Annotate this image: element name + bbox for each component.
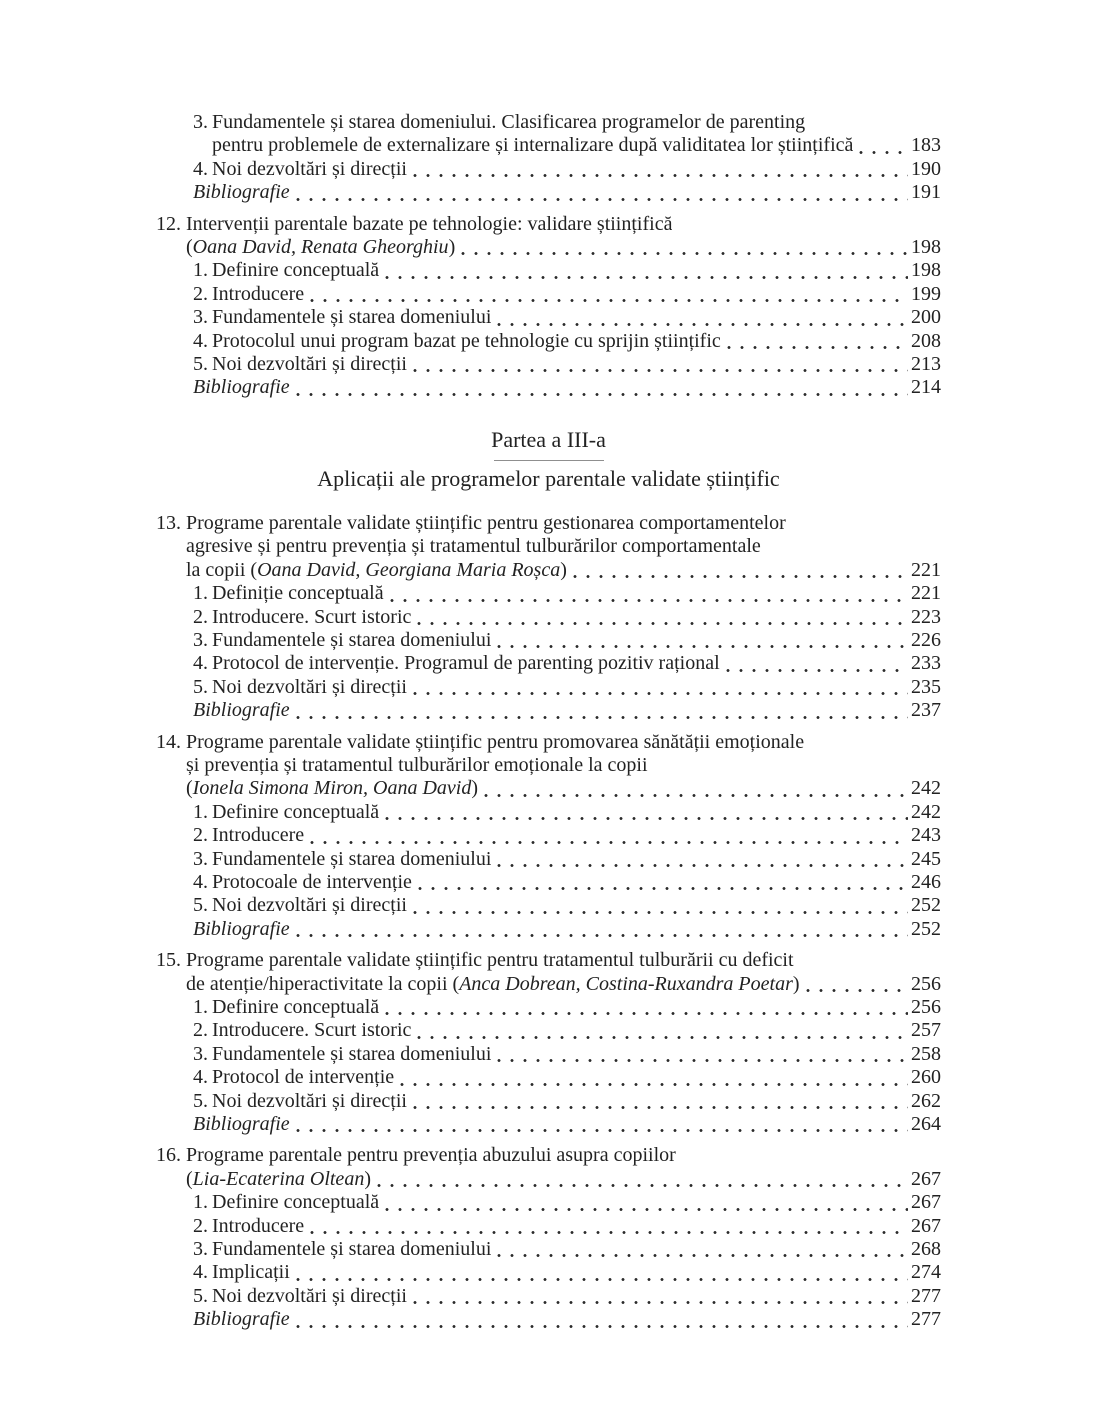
dot-leader xyxy=(413,1090,908,1113)
toc-section xyxy=(156,213,941,400)
page-number: 274 xyxy=(911,1261,941,1284)
toc-section xyxy=(156,731,941,942)
dot-leader xyxy=(497,1238,908,1261)
entry-text: Fundamentele și starea domeniului xyxy=(212,306,492,329)
page-number: 277 xyxy=(911,1284,941,1307)
dot-leader xyxy=(385,259,908,282)
entry-text: Noi dezvoltări și direcții xyxy=(212,894,407,917)
entry-text: Protocol de intervenție. Programul de parenting pozitiv rațional xyxy=(212,652,720,675)
chapter-number: 16. xyxy=(156,1144,181,1167)
entry-text: Programe parentale validate științific pentru promovarea sănătății emoționale xyxy=(186,730,805,753)
toc-line xyxy=(156,306,941,329)
toc-line xyxy=(156,871,941,894)
page-number: 256 xyxy=(911,972,941,995)
toc-line xyxy=(156,535,941,558)
entry-text: Fundamentele și starea domeniului xyxy=(212,1042,492,1065)
entry-text: agresive și pentru prevenția și tratamentul tulburărilor comportamentale xyxy=(186,535,761,558)
item-number: 1. xyxy=(193,800,208,823)
toc-line xyxy=(156,330,941,353)
dot-leader xyxy=(385,1191,908,1214)
item-number: 2. xyxy=(193,1019,208,1042)
entry-text: Introducere. Scurt istoric xyxy=(212,605,412,628)
toc-line xyxy=(156,1215,941,1238)
entry-text: (Ionela Simona Miron, Oana David) xyxy=(186,777,479,800)
dot-leader xyxy=(573,559,908,582)
toc-line xyxy=(156,894,941,917)
item-number: 2. xyxy=(193,605,208,628)
item-number: 4. xyxy=(193,1261,208,1284)
toc-before-part xyxy=(156,111,941,400)
page-number: 257 xyxy=(911,1019,941,1042)
entry-text: Bibliografie xyxy=(193,699,290,722)
toc-line xyxy=(156,236,941,259)
toc-line xyxy=(156,1144,941,1167)
entry-text: și prevenția și tratamentul tulburărilor emoționale la copii xyxy=(186,753,648,776)
item-number: 5. xyxy=(193,353,208,376)
page-number: 264 xyxy=(911,1113,941,1136)
toc-line xyxy=(156,676,941,699)
entry-text: Noi dezvoltări și direcții xyxy=(212,353,407,376)
toc-line xyxy=(156,1090,941,1113)
dot-leader xyxy=(296,699,908,722)
item-number: 2. xyxy=(193,824,208,847)
entry-text: de atenție/hiperactivitate la copii (Anca Dobrean, Costina-Ruxandra Poetar) xyxy=(186,972,800,995)
item-number: 5. xyxy=(193,1089,208,1112)
toc-line xyxy=(156,801,941,824)
toc-section xyxy=(156,111,941,205)
page-number: 223 xyxy=(911,605,941,628)
toc-line xyxy=(156,1308,941,1331)
toc-after-part xyxy=(156,512,941,1332)
item-number: 4. xyxy=(193,157,208,180)
entry-text: (Lia-Ecaterina Oltean) xyxy=(186,1167,371,1190)
page-number: 260 xyxy=(911,1066,941,1089)
page-number: 242 xyxy=(911,777,941,800)
toc-line xyxy=(156,1285,941,1308)
item-number: 5. xyxy=(193,1284,208,1307)
item-number: 4. xyxy=(193,1066,208,1089)
dot-leader xyxy=(400,1066,908,1089)
toc-section xyxy=(156,512,941,723)
entry-text: Bibliografie xyxy=(193,181,290,204)
item-number: 1. xyxy=(193,582,208,605)
toc-line xyxy=(156,1238,941,1261)
page-number: 221 xyxy=(911,582,941,605)
dot-leader xyxy=(461,236,908,259)
entry-text: la copii (Oana David, Georgiana Maria Roșca) xyxy=(186,558,567,581)
dot-leader xyxy=(484,777,908,800)
entry-text: pentru problemele de externalizare și internalizare după validitatea lor științifică xyxy=(212,134,854,157)
page-number: 214 xyxy=(911,376,941,399)
entry-text: Fundamentele și starea domeniului xyxy=(212,847,492,870)
page-number: 198 xyxy=(911,236,941,259)
entry-text: Programe parentale pentru prevenția abuzului asupra copiilor xyxy=(186,1144,676,1167)
toc-line xyxy=(156,949,941,972)
part-label: Partea a III-a xyxy=(491,426,606,452)
entry-text: Definire conceptuală xyxy=(212,800,380,823)
toc-line xyxy=(156,559,941,582)
toc-line xyxy=(156,629,941,652)
page-number: 226 xyxy=(911,628,941,651)
dot-leader xyxy=(497,306,908,329)
entry-text: Bibliografie xyxy=(193,376,290,399)
toc-line xyxy=(156,1261,941,1284)
dot-leader xyxy=(385,801,908,824)
item-number: 2. xyxy=(193,282,208,305)
page-number: 183 xyxy=(911,134,941,157)
item-number: 3. xyxy=(193,1042,208,1065)
page-number: 198 xyxy=(911,259,941,282)
page-number: 208 xyxy=(911,329,941,352)
entry-text: Bibliografie xyxy=(193,1308,290,1331)
entry-text: Protocolul unui program bazat pe tehnologie cu sprijin științific xyxy=(212,329,721,352)
entry-text: Fundamentele și starea domeniului xyxy=(212,1238,492,1261)
chapter-number: 15. xyxy=(156,949,181,972)
page-number: 262 xyxy=(911,1089,941,1112)
page-number: 191 xyxy=(911,181,941,204)
toc-line xyxy=(156,134,941,157)
item-number: 4. xyxy=(193,329,208,352)
page-number: 243 xyxy=(911,824,941,847)
page-number: 267 xyxy=(911,1191,941,1214)
entry-text: Noi dezvoltări și direcții xyxy=(212,675,407,698)
dot-leader xyxy=(497,629,908,652)
toc-line xyxy=(156,731,941,754)
toc-line xyxy=(156,1043,941,1066)
entry-text: Bibliografie xyxy=(193,917,290,940)
toc-line xyxy=(156,158,941,181)
page-number: 233 xyxy=(911,652,941,675)
entry-text: Programe parentale validate științific pentru tratamentul tulburării cu deficit xyxy=(186,949,794,972)
entry-text: Noi dezvoltări și direcții xyxy=(212,1284,407,1307)
dot-leader xyxy=(377,1168,908,1191)
toc-line xyxy=(156,973,941,996)
dot-leader xyxy=(413,158,908,181)
dot-leader xyxy=(497,1043,908,1066)
toc-section xyxy=(156,1144,941,1331)
item-number: 2. xyxy=(193,1214,208,1237)
toc-line xyxy=(156,777,941,800)
page-number: 200 xyxy=(911,306,941,329)
entry-text: Introducere. Scurt istoric xyxy=(212,1019,412,1042)
page-number: 277 xyxy=(911,1308,941,1331)
page-number: 256 xyxy=(911,996,941,1018)
entry-text: Implicații xyxy=(212,1261,290,1284)
dot-leader xyxy=(413,894,908,917)
toc-line xyxy=(156,606,941,629)
toc-line xyxy=(156,213,941,236)
item-number: 3. xyxy=(193,628,208,651)
dot-leader xyxy=(296,376,908,399)
page-number: 267 xyxy=(911,1214,941,1237)
toc-line xyxy=(156,259,941,282)
dot-leader xyxy=(727,330,908,353)
entry-text: Definire conceptuală xyxy=(212,1191,380,1214)
dot-leader xyxy=(417,1019,908,1042)
toc-line xyxy=(156,283,941,306)
dot-leader xyxy=(296,1261,908,1284)
item-number: 3. xyxy=(193,306,208,329)
entry-text: Noi dezvoltări și direcții xyxy=(212,157,407,180)
entry-text: Programe parentale validate științific pentru gestionarea comportamentelor xyxy=(186,511,786,534)
dot-leader xyxy=(296,1113,908,1136)
item-number: 1. xyxy=(193,1191,208,1214)
dot-leader xyxy=(296,1308,908,1331)
entry-text: Introducere xyxy=(212,1214,305,1237)
dot-leader xyxy=(296,181,908,204)
page-number: 245 xyxy=(911,847,941,870)
page-number: 237 xyxy=(911,699,941,722)
item-number: 3. xyxy=(193,111,208,133)
page-number: 242 xyxy=(911,800,941,823)
page-number: 199 xyxy=(911,282,941,305)
toc-line xyxy=(156,652,941,675)
dot-leader xyxy=(418,871,908,894)
dot-leader xyxy=(726,652,908,675)
toc-line xyxy=(156,1191,941,1214)
toc-line xyxy=(156,1066,941,1089)
toc-line xyxy=(156,376,941,399)
entry-text: Fundamentele și starea domeniului. Clasificarea programelor de parenting xyxy=(212,111,806,133)
item-number: 3. xyxy=(193,1238,208,1261)
toc-line xyxy=(156,754,941,777)
entry-text: Bibliografie xyxy=(193,1113,290,1136)
dot-leader xyxy=(497,848,908,871)
entry-text: Definiție conceptuală xyxy=(212,582,384,605)
entry-text: Introducere xyxy=(212,282,305,305)
toc-line xyxy=(156,111,941,134)
toc-line xyxy=(156,996,941,1019)
item-number: 4. xyxy=(193,652,208,675)
dot-leader xyxy=(310,283,908,306)
page-number: 252 xyxy=(911,894,941,917)
page-number: 252 xyxy=(911,917,941,940)
entry-text: Noi dezvoltări și direcții xyxy=(212,1089,407,1112)
item-number: 1. xyxy=(193,996,208,1018)
dot-leader xyxy=(310,824,908,847)
page-number: 258 xyxy=(911,1042,941,1065)
toc-line xyxy=(156,1113,941,1136)
entry-text: Protocoale de intervenție xyxy=(212,870,412,893)
item-number: 5. xyxy=(193,675,208,698)
dot-leader xyxy=(413,353,908,376)
dot-leader xyxy=(859,134,908,157)
toc-line xyxy=(156,1168,941,1191)
part-subtitle: Aplicații ale programelor parentale validate științific xyxy=(317,465,780,491)
dot-leader xyxy=(296,918,908,941)
dot-leader xyxy=(413,676,908,699)
entry-text: Protocol de intervenție xyxy=(212,1066,395,1089)
item-number: 1. xyxy=(193,259,208,282)
toc-line xyxy=(156,512,941,535)
entry-text: Intervenții parentale bazate pe tehnologie: validare științifică xyxy=(186,212,673,235)
toc-line xyxy=(156,1019,941,1042)
toc-line xyxy=(156,181,941,204)
chapter-number: 13. xyxy=(156,511,181,534)
toc-line xyxy=(156,582,941,605)
dot-leader xyxy=(390,582,908,605)
part-heading-rule xyxy=(494,460,604,461)
item-number: 5. xyxy=(193,894,208,917)
dot-leader xyxy=(385,996,908,1019)
toc-line xyxy=(156,848,941,871)
page-number: 268 xyxy=(911,1238,941,1261)
chapter-number: 14. xyxy=(156,730,181,753)
page-number: 246 xyxy=(911,870,941,893)
entry-text: (Oana David, Renata Gheorghiu) xyxy=(186,236,456,259)
entry-text: Fundamentele și starea domeniului xyxy=(212,628,492,651)
item-number: 3. xyxy=(193,847,208,870)
dot-leader xyxy=(413,1285,908,1308)
toc-line xyxy=(156,353,941,376)
page-number: 235 xyxy=(911,675,941,698)
page-number: 213 xyxy=(911,353,941,376)
page-number: 190 xyxy=(911,157,941,180)
dot-leader xyxy=(417,606,908,629)
item-number: 4. xyxy=(193,870,208,893)
toc-line xyxy=(156,699,941,722)
page-number: 267 xyxy=(911,1167,941,1190)
chapter-number: 12. xyxy=(156,212,181,235)
dot-leader xyxy=(310,1215,908,1238)
toc-line xyxy=(156,918,941,941)
toc-line xyxy=(156,824,941,847)
toc-section xyxy=(156,949,941,1136)
part-heading xyxy=(156,426,941,492)
entry-text: Definire conceptuală xyxy=(212,259,380,282)
page-number: 221 xyxy=(911,558,941,581)
entry-text: Introducere xyxy=(212,824,305,847)
entry-text: Definire conceptuală xyxy=(212,996,380,1018)
dot-leader xyxy=(806,973,908,996)
